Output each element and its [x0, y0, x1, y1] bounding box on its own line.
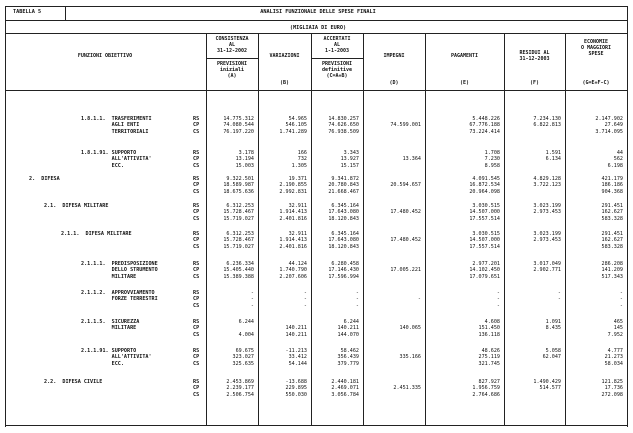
- cell-c: 6.345.164 17.643.080 18.120.843: [328, 203, 359, 222]
- cell-b: 140.211 140.211: [285, 325, 307, 338]
- cell-a: 6.312.253 15.728.467 15.719.027: [223, 203, 254, 222]
- cell-b: 54.965 546.105 1.741.289: [279, 116, 307, 135]
- cell-f: 3.017.049 2.902.771: [533, 261, 561, 274]
- row-type-codes: RS CP CS: [193, 116, 200, 135]
- row-type-codes: RS CP CS: [193, 348, 200, 367]
- row-type-codes: RS CP CS: [193, 231, 200, 250]
- cell-e: 827.927 1.956.759 2.764.686: [472, 379, 500, 398]
- cell-b: - - -: [303, 290, 307, 309]
- cell-f: 1.091 8.435: [545, 319, 561, 332]
- cell-g: 121.825 17.736 272.098: [601, 379, 623, 398]
- cell-g: 4.777 21.273 58.034: [604, 348, 623, 367]
- row-label: 2.1.1. DIFESA MILITARE: [61, 231, 132, 237]
- cell-f: 1.490.429 514.577: [533, 379, 561, 392]
- row-type-codes: RS CP CS: [193, 379, 200, 398]
- cell-f: 5.058 62.047: [542, 348, 561, 361]
- row-label: 2.1.1.1. PREDISPOSIZIONE DELLO STRUMENTO MILITARE: [81, 261, 158, 280]
- cell-b: 166 732 1.305: [291, 150, 307, 169]
- row-label: 1.8.1.1. TRASFERIMENTI AGLI ENTI TERRITORIALI: [81, 116, 152, 135]
- cell-e: 4.091.545 16.872.534 20.964.098: [469, 176, 500, 195]
- cell-g: 44 562 6.198: [607, 150, 623, 169]
- header-economie: ECONOMIE O MAGGIORI SPESE: [580, 39, 612, 57]
- cell-g: 291.451 162.627 583.328: [601, 231, 623, 250]
- cell-a: 6.312.253 15.728.467 15.719.027: [223, 231, 254, 250]
- cell-e: 4.608 151.450 136.118: [478, 319, 500, 338]
- table-subtitle: (MIGLIAIA DI EURO): [289, 25, 347, 31]
- header-residui-code: (F): [529, 80, 540, 86]
- header-funzioni: FUNZIONI OBIETTIVO: [77, 53, 133, 59]
- cell-g: 421.179 186.186 904.368: [601, 176, 623, 195]
- cell-b: 44.124 1.740.790 2.207.606: [279, 261, 307, 280]
- cell-c: - - -: [355, 290, 359, 309]
- title-bottom-border: [5, 20, 627, 21]
- cell-d: 17.480.452: [390, 237, 421, 244]
- cell-d: 335.166: [399, 354, 421, 361]
- cell-d: -: [417, 296, 421, 303]
- header-previsioni-iniziali: PREVISIONI iniziali (A): [216, 61, 248, 79]
- cell-d: 17.480.452: [390, 209, 421, 216]
- label-box-divider: [65, 6, 66, 20]
- cell-c: 6.280.458 17.146.430 17.596.994: [328, 261, 359, 280]
- cell-e: 2.977.201 14.102.450 17.079.651: [469, 261, 500, 280]
- cell-c: 6.244 140.211 144.070: [337, 319, 359, 338]
- cell-g: 465 145 7.952: [607, 319, 623, 338]
- cell-g: 286.208 141.209 517.343: [601, 261, 623, 280]
- cell-b: 32.911 1.914.413 2.401.816: [279, 231, 307, 250]
- cell-b: -11.213 33.412 54.144: [285, 348, 307, 367]
- cell-f: 7.234.130 6.822.813: [533, 116, 561, 129]
- header-previsioni-definitive: PREVISIONI definitive (C=A+B): [321, 61, 353, 79]
- cell-c: 3.343 13.927 15.157: [340, 150, 359, 169]
- cell-a: 69.675 323.027 325.635: [232, 348, 254, 367]
- row-label: 2.1.1.5. SICUREZZA MILITARE: [81, 319, 140, 332]
- cell-f: 4.829.128 3.722.123: [533, 176, 561, 189]
- cell-c: 6.345.164 17.643.080 18.120.843: [328, 231, 359, 250]
- cell-b: -13.688 229.895 550.030: [285, 379, 307, 398]
- header-pagamenti: PAGAMENTI: [450, 53, 479, 59]
- table-title: ANALISI FUNZIONALE DELLE SPESE FINALI: [260, 9, 376, 15]
- cell-a: 6.244 4.004: [238, 319, 254, 338]
- cell-e: 1.708 7.230 8.958: [484, 150, 500, 169]
- cell-c: 2.440.181 2.469.071 3.056.784: [331, 379, 359, 398]
- cell-a: 6.236.334 15.405.440 15.389.388: [223, 261, 254, 280]
- header-bottom-border: [5, 90, 627, 91]
- cell-e: 3.030.515 14.507.000 17.557.514: [469, 203, 500, 222]
- row-label: 2.1. DIFESA MILITARE: [44, 203, 109, 209]
- header-residui: RESIDUI AL 31-12-2003: [519, 50, 550, 62]
- row-label: 2.2. DIFESA CIVILE: [44, 379, 103, 385]
- header-sub-divider-a: [206, 58, 258, 59]
- header-variazioni-code: (B): [279, 80, 290, 86]
- header-economie-code: (G=E+F-C): [582, 80, 610, 86]
- header-pagamenti-code: (E): [459, 80, 470, 86]
- row-type-codes: RS CP CS: [193, 176, 200, 195]
- cell-g: 2.147.902 27.649 3.714.095: [595, 116, 623, 135]
- cell-c: 58.462 356.439 379.779: [337, 348, 359, 367]
- cell-f: - -: [557, 290, 561, 303]
- table-bottom-border: [5, 425, 627, 426]
- cell-f: 1.591 6.134: [545, 150, 561, 163]
- cell-e: - - -: [496, 290, 500, 309]
- table-label: TABELLA 5: [13, 9, 42, 15]
- cell-e: 3.030.515 14.507.000 17.557.514: [469, 231, 500, 250]
- cell-f: 3.023.199 2.973.453: [533, 203, 561, 216]
- header-sub-divider-c: [311, 58, 363, 59]
- cell-b: 32.911 1.914.413 2.401.816: [279, 203, 307, 222]
- cell-a: 14.775.312 74.080.544 76.197.220: [223, 116, 254, 135]
- cell-a: - - -: [250, 290, 254, 309]
- cell-d: 13.364: [402, 156, 421, 163]
- cell-c: 14.830.257 74.626.650 76.938.509: [328, 116, 359, 135]
- header-variazioni: VARIAZIONI: [269, 53, 300, 59]
- cell-a: 9.322.501 18.589.987 18.675.636: [223, 176, 254, 195]
- cell-f: 3.023.199 2.973.453: [533, 231, 561, 244]
- header-impegni: IMPEGNI: [383, 53, 405, 59]
- col-divider-4: [363, 33, 364, 425]
- cell-c: 9.341.872 20.780.843 21.668.467: [328, 176, 359, 195]
- cell-a: 3.178 13.194 15.003: [235, 150, 254, 169]
- cell-b: 19.371 2.190.855 2.992.831: [279, 176, 307, 195]
- row-label: 2.1.1.91. SUPPORTO ALL'ATTIVITA' ECC.: [81, 348, 152, 367]
- row-label: 1.8.1.91. SUPPORTO ALL'ATTIVITA' ECC.: [81, 150, 152, 169]
- row-type-codes: RS CP CS: [193, 150, 200, 169]
- header-accertati: ACCERTATI AL 1-1-2003: [323, 36, 351, 54]
- cell-g: 291.451 162.627 583.328: [601, 203, 623, 222]
- cell-a: 2.453.869 2.239.177 2.506.754: [226, 379, 254, 398]
- row-type-codes: RS CP CS: [193, 319, 200, 338]
- cell-g: - - -: [619, 290, 623, 309]
- row-type-codes: RS CP CS: [193, 261, 200, 280]
- cell-d: 140.065: [399, 325, 421, 332]
- row-type-codes: RS CP CS: [193, 290, 200, 309]
- cell-d: 2.451.335: [393, 385, 421, 392]
- row-label: 2.1.1.2. APPROVVIAMENTO FORZE TERRESTRI: [81, 290, 158, 303]
- row-type-codes: RS CP CS: [193, 203, 200, 222]
- table-right-border: [627, 6, 628, 427]
- cell-d: 20.594.657: [390, 182, 421, 189]
- table-page: [5, 6, 627, 427]
- table-top-border: [5, 6, 627, 7]
- header-top-border: [5, 33, 627, 34]
- cell-d: 74.599.001: [390, 122, 421, 129]
- col-divider-6: [504, 33, 505, 425]
- row-label: 2. DIFESA: [29, 176, 60, 182]
- header-impegni-code: (D): [389, 80, 399, 86]
- cell-d: 17.005.221: [390, 267, 421, 274]
- cell-e: 5.448.226 67.776.188 73.224.414: [469, 116, 500, 135]
- cell-e: 48.626 275.119 321.745: [478, 348, 500, 367]
- table-left-border: [5, 6, 6, 427]
- header-consistenza: CONSISTENZA AL 31-12-2002: [215, 36, 249, 54]
